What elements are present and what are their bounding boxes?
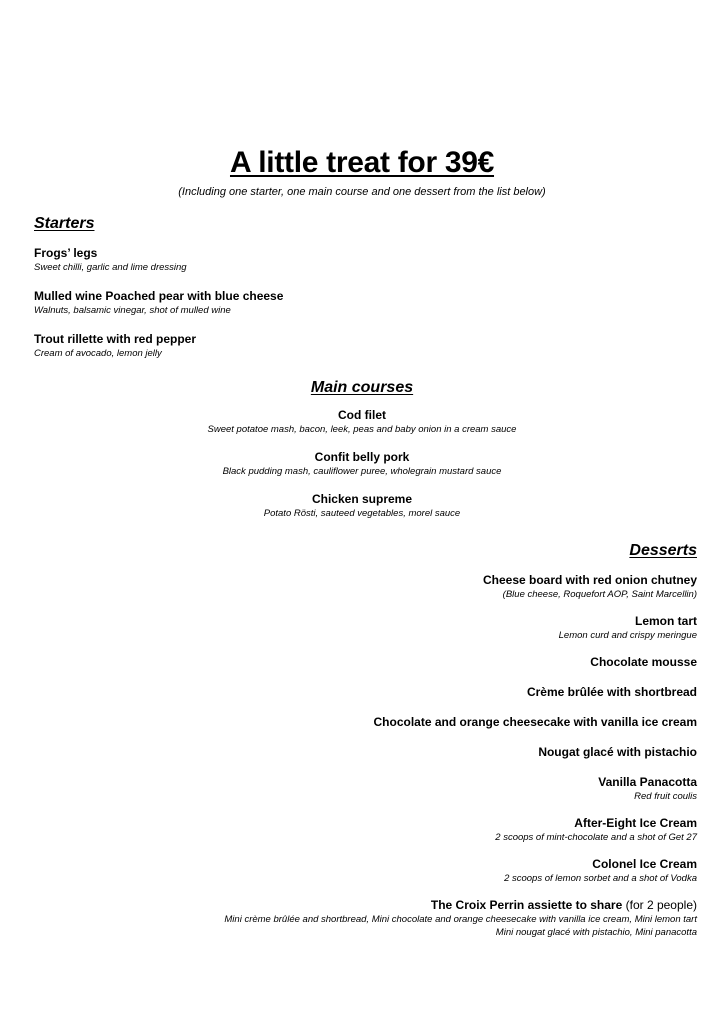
main-course-name: Confit belly pork [314,450,410,464]
dessert-description: 2 scoops of lemon sorbet and a shot of Vodka [504,873,697,884]
starters-heading: Starters [34,215,95,232]
dessert-item [77,816,697,844]
menu-subtitle: (Including one starter, one main course and one dessert from the list below) [178,186,546,198]
dessert-name-main: The Croix Perrin assiette to share [430,898,623,912]
dessert-item [77,614,697,642]
dessert-name [77,898,697,913]
dessert-item [77,655,697,670]
starter-name: Trout rillette with red pepper [34,332,197,346]
dessert-item [77,573,697,601]
dessert-item [77,898,697,939]
dessert-description: Mini crème brûlée and shortbread, Mini chocolate and orange cheesecake with vanilla ice cream, Mini lemon tart [224,914,697,925]
starter-description: Walnuts, balsamic vinegar, shot of mulled wine [34,305,231,316]
main-course-description: Sweet potatoe mash, bacon, leek, peas and baby onion in a cream sauce [207,424,517,435]
dessert-item [77,857,697,885]
dessert-name: Colonel Ice Cream [592,857,697,871]
starter-description: Sweet chilli, garlic and lime dressing [34,262,187,273]
starter-item [34,289,534,317]
desserts-section [77,542,697,952]
dessert-description-line2: Mini nougat glacé with pistachio, Mini panacotta [495,927,697,938]
dessert-name: Vanilla Panacotta [598,775,697,789]
dessert-description: Lemon curd and crispy meringue [558,630,697,641]
starters-section [34,215,534,375]
dessert-name: Cheese board with red onion chutney [482,573,697,587]
starter-item [34,246,534,274]
dessert-name-suffix: (for 2 people) [622,898,697,912]
main-course-item [0,450,724,478]
main-course-item [0,492,724,520]
main-course-description: Black pudding mash, cauliflower puree, wholegrain mustard sauce [222,466,502,477]
main-courses-section [0,379,724,534]
starter-name: Mulled wine Poached pear with blue cheese [34,289,284,303]
dessert-name: Chocolate and orange cheesecake with vanilla ice cream [373,715,697,729]
dessert-description: 2 scoops of mint-chocolate and a shot of Get 27 [495,832,697,843]
dessert-name: After-Eight Ice Cream [574,816,697,830]
main-course-item [0,408,724,436]
dessert-item [77,685,697,700]
starter-item [34,332,534,360]
dessert-item [77,715,697,730]
main-course-description: Potato Rösti, sauteed vegetables, morel sauce [263,508,461,519]
dessert-name: Crème brûlée with shortbread [526,685,697,699]
dessert-name: Chocolate mousse [590,655,697,669]
desserts-heading: Desserts [629,542,697,559]
dessert-name: Lemon tart [634,614,697,628]
dessert-description: Red fruit coulis [634,791,697,802]
starter-description: Cream of avocado, lemon jelly [34,348,162,359]
starter-name: Frogs’ legs [34,246,98,260]
menu-title: A little treat for 39€ [229,146,495,179]
dessert-item [77,745,697,760]
main-course-name: Chicken supreme [311,492,413,506]
dessert-name: Nougat glacé with pistachio [538,745,697,759]
dessert-item [77,775,697,803]
main-courses-heading: Main courses [310,379,414,396]
main-course-name: Cod filet [338,408,386,422]
dessert-description: (Blue cheese, Roquefort AOP, Saint Marcellin) [502,589,697,600]
